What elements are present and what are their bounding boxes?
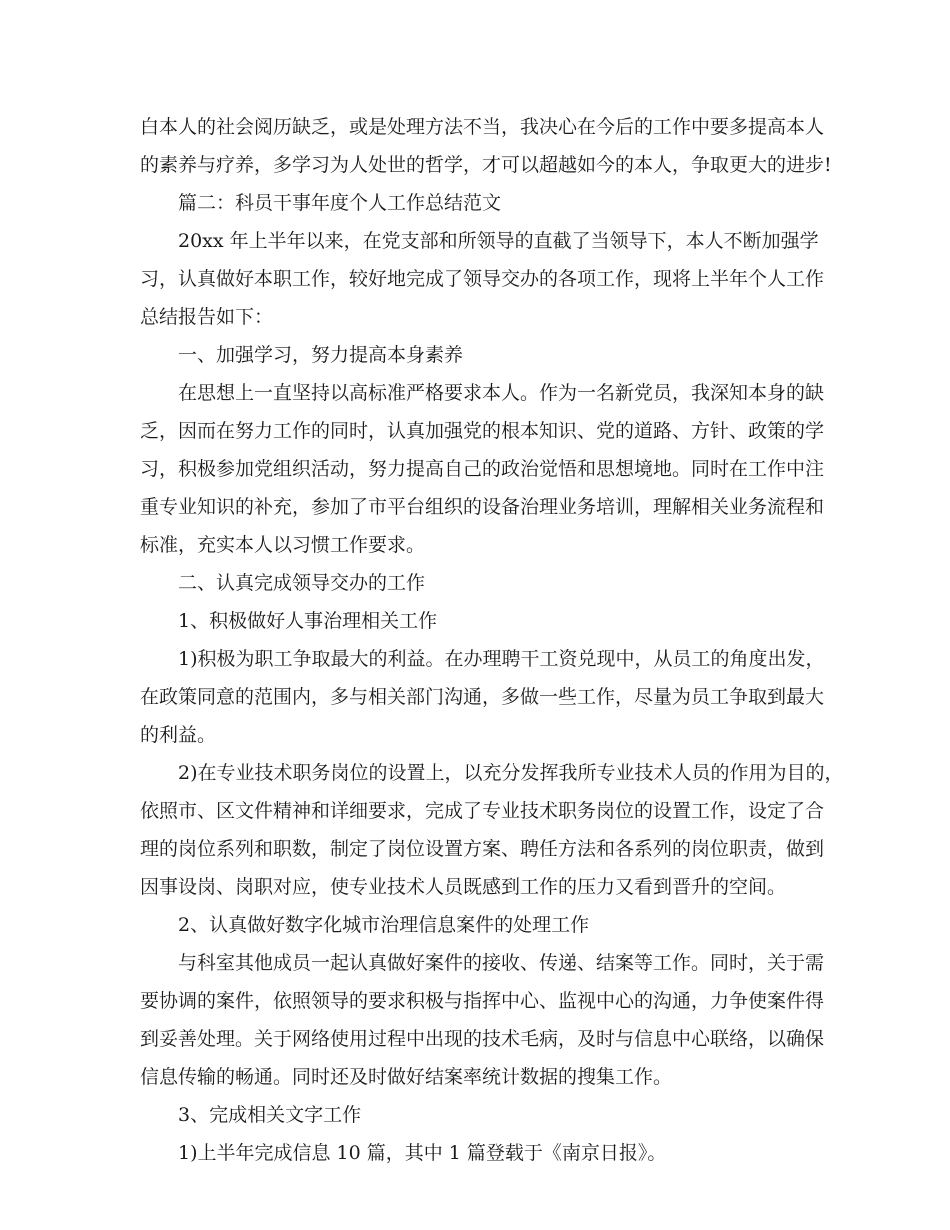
paragraph-line: 因事设岗、岗职对应，使专业技术人员既感到工作的压力又看到晋升的空间。 <box>140 876 787 898</box>
paragraph-line: 到妥善处理。关于网络使用过程中出现的技术毛病，及时与信息中心联络，以确保 <box>140 1028 825 1050</box>
paragraph-line: 乏，因而在努力工作的同时，认真加强党的根本知识、党的道路、方针、政策的学 <box>140 420 825 442</box>
paragraph-line: 在思想上一直坚持以高标准严格要求本人。作为一名新党员，我深知本身的缺 <box>178 382 825 404</box>
paragraph-line: 1)积极为职工争取最大的利益。在办理聘干工资兑现中，从员工的角度出发， <box>178 648 825 670</box>
subheading-1: 1、积极做好人事治理相关工作 <box>178 610 438 632</box>
paragraph-line: 与科室其他成员一起认真做好案件的接收、传递、结案等工作。同时，关于需 <box>178 952 825 974</box>
paragraph-line: 1)上半年完成信息 10 篇，其中 1 篇登载于《南京日报》。 <box>178 1142 667 1164</box>
paragraph-line: 信息传输的畅通。同时还及时做好结案率统计数据的搜集工作。 <box>140 1066 673 1088</box>
subheading-3: 3、完成相关文字工作 <box>178 1104 362 1126</box>
paragraph-line: 重专业知识的补充，参加了市平台组织的设备治理业务培训，理解相关业务流程和 <box>140 496 825 518</box>
paragraph-line: 2)在专业技术职务岗位的设置上，以充分发挥我所专业技术人员的作用为目的， <box>178 762 844 784</box>
paragraph-line: 总结报告如下： <box>140 306 274 328</box>
paragraph-line: 要协调的案件，依照领导的要求积极与指挥中心、监视中心的沟通，力争使案件得 <box>140 990 825 1012</box>
paragraph-line: 的素养与疗养，多学习为人处世的哲学，才可以超越如今的本人，争取更大的进步! <box>140 154 832 176</box>
paragraph-line: 的利益。 <box>140 724 217 746</box>
subheading-2: 2、认真做好数字化城市治理信息案件的处理工作 <box>178 914 590 936</box>
paragraph-line: 理的岗位系列和职数，制定了岗位设置方案、聘任方法和各系列的岗位职责，做到 <box>140 838 825 860</box>
heading-1: 一、加强学习，努力提高本身素养 <box>178 344 464 366</box>
paragraph-line: 20xx 年上半年以来，在党支部和所领导的直截了当领导下，本人不断加强学 <box>178 230 819 252</box>
section-title: 篇二：科员干事年度个人工作总结范文 <box>178 192 502 214</box>
heading-2: 二、认真完成领导交办的工作 <box>178 572 426 594</box>
paragraph-line: 依照市、区文件精神和详细要求，完成了专业技术职务岗位的设置工作，设定了合 <box>140 800 825 822</box>
paragraph-line: 习，认真做好本职工作，较好地完成了领导交办的各项工作，现将上半年个人工作 <box>140 268 825 290</box>
paragraph-line: 在政策同意的范围内，多与相关部门沟通，多做一些工作，尽量为员工争取到最大 <box>140 686 825 708</box>
paragraph-line: 白本人的社会阅历缺乏，或是处理方法不当，我决心在今后的工作中要多提高本人 <box>140 116 825 138</box>
paragraph-line: 习，积极参加党组织活动，努力提高自己的政治觉悟和思想境地。同时在工作中注 <box>140 458 825 480</box>
paragraph-line: 标准，充实本人以习惯工作要求。 <box>140 534 426 556</box>
